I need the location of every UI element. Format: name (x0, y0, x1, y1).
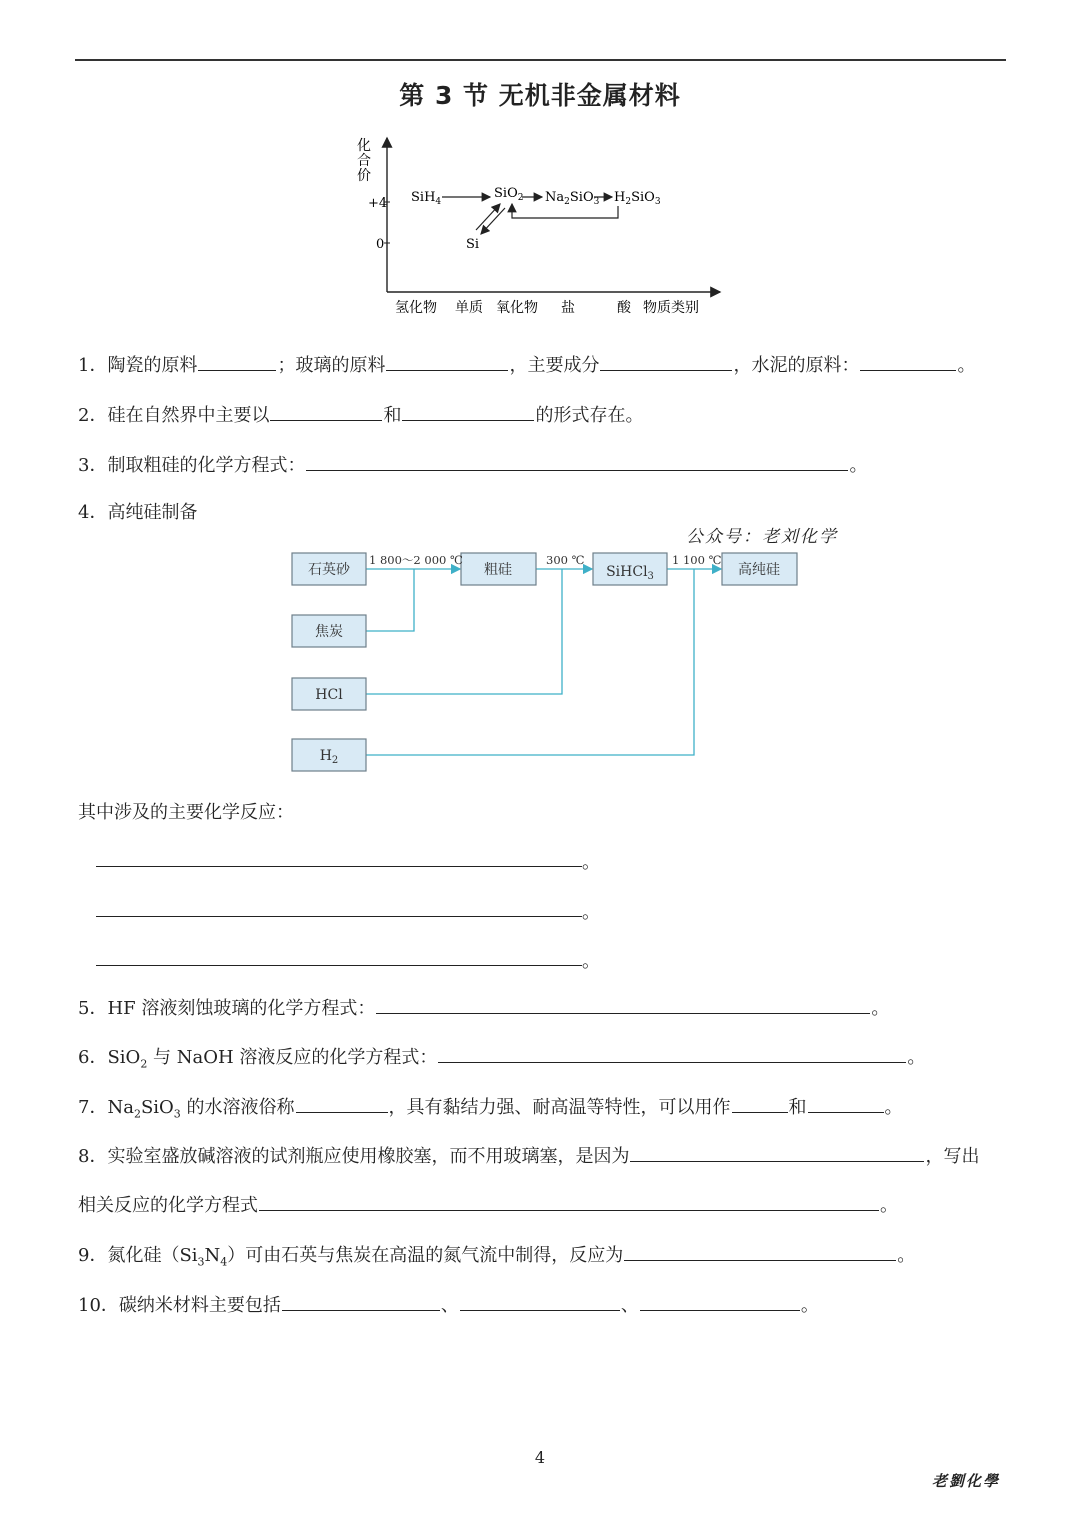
q1-end: 。 (957, 355, 976, 376)
question-4 (78, 500, 197, 526)
q3-text-1: 制取粗硅的化学方程式： (107, 455, 306, 476)
q5-blank[interactable] (376, 995, 870, 1014)
question-6 (78, 1044, 925, 1078)
q7-blank-use-1[interactable] (732, 1094, 788, 1113)
q1-number: 1． (78, 355, 108, 376)
q7-text-3: 的水溶液俗称 (180, 1097, 295, 1118)
q5-end: 。 (871, 998, 890, 1019)
y-label-3: 价 (357, 168, 371, 184)
q4-number: 4． (78, 502, 108, 523)
question-2 (78, 402, 643, 429)
q9-subscript-2: 4 (220, 1255, 228, 1269)
node-h2sio3: $H_2SiO_3$ (614, 190, 661, 207)
q1-blank-composition[interactable] (600, 352, 732, 371)
reactions-label: 其中涉及的主要化学反应： (78, 802, 294, 823)
reaction-period-3: 。 (582, 951, 600, 972)
q7-text-2: SiO (140, 1097, 174, 1118)
label-h2: $H_2$ (319, 748, 339, 766)
q10-separator-1: 、 (440, 1295, 459, 1316)
q10-number: 10． (78, 1295, 119, 1316)
label-crude-silicon: 粗硅 (484, 562, 512, 578)
tick-plus4: +4 (368, 196, 388, 211)
q2-text-3: 的形式存在。 (535, 405, 644, 426)
x-cat-hydride: 氢化物 (395, 300, 437, 316)
question-10 (78, 1292, 819, 1319)
q2-blank-1[interactable] (270, 402, 382, 421)
q1-blank-glass[interactable] (386, 352, 508, 371)
reaction-blank-2[interactable] (96, 916, 582, 917)
q10-blank-3[interactable] (640, 1292, 800, 1311)
q6-number: 6． (78, 1047, 108, 1068)
label-quartz-sand: 石英砂 (308, 562, 350, 578)
label-pure-silicon: 高纯硅 (738, 562, 780, 578)
x-cat-element: 单质 (455, 300, 483, 316)
x-cat-salt: 盐 (561, 300, 575, 316)
question-7 (78, 1094, 903, 1128)
q2-text-1: 硅在自然界中主要以 (107, 405, 270, 426)
q8-blank-equation[interactable] (259, 1192, 879, 1211)
q7-subscript-2: 3 (173, 1107, 181, 1121)
footer-brand: 老劉化學 (931, 1472, 1000, 1490)
q9-end: 。 (897, 1245, 916, 1266)
node-sih4: SiH$_4$ (411, 190, 442, 207)
reaction-blank-1[interactable] (96, 866, 582, 867)
q10-end: 。 (800, 1295, 819, 1316)
q10-blank-1[interactable] (282, 1292, 440, 1311)
q9-blank[interactable] (624, 1242, 896, 1261)
label-coke: 焦炭 (315, 624, 343, 640)
condition-2: 300 ℃ (546, 553, 585, 567)
q1-blank-cement[interactable] (860, 352, 956, 371)
q2-number: 2． (78, 405, 108, 426)
q10-separator-2: 、 (620, 1295, 639, 1316)
question-8 (78, 1143, 979, 1170)
question-9 (78, 1242, 915, 1276)
question-5 (78, 995, 889, 1022)
q7-text-5: 和 (788, 1097, 807, 1118)
q1-text-2: ；玻璃的原料 (277, 355, 386, 376)
valence-diagram (340, 128, 740, 328)
flow-line-coke (366, 569, 414, 631)
x-cat-acid: 酸 (617, 300, 631, 316)
condition-1: 1 800～2 000 ℃ (369, 553, 463, 567)
q6-end: 。 (907, 1047, 926, 1068)
q9-number: 9． (78, 1245, 108, 1266)
reaction-period-2: 。 (582, 902, 600, 923)
x-axis-label: 物质类别 (643, 300, 699, 316)
q7-blank-use-2[interactable] (808, 1094, 884, 1113)
question-1 (78, 352, 975, 379)
y-label-2: 合 (357, 153, 371, 169)
x-cat-oxide: 氧化物 (496, 300, 538, 316)
q7-text-4: ，具有黏结力强、耐高温等特性，可以用作 (388, 1097, 731, 1118)
q2-text-2: 和 (383, 405, 402, 426)
q10-blank-2[interactable] (460, 1292, 620, 1311)
page-number: 4 (534, 1448, 546, 1467)
q1-text-4: ，水泥的原料： (733, 355, 860, 376)
q8-text-3: 相关反应的化学方程式 (78, 1195, 258, 1216)
q1-text-3: ，主要成分 (509, 355, 600, 376)
reaction-blank-3[interactable] (96, 965, 582, 966)
node-sio2: SiO$_2$ (494, 186, 524, 203)
q4-text-1: 高纯硅制备 (107, 502, 198, 523)
q10-text-1: 碳纳米材料主要包括 (118, 1295, 281, 1316)
q1-text-1: 陶瓷的原料 (107, 355, 198, 376)
q7-text-1: Na (107, 1097, 134, 1118)
q5-text-1: HF 溶液刻蚀玻璃的化学方程式： (107, 998, 376, 1019)
reaction-period-1: 。 (582, 852, 600, 873)
q2-blank-2[interactable] (402, 402, 534, 421)
q9-text-2: N (204, 1245, 221, 1266)
question-8-continued (78, 1192, 898, 1219)
q8-text-1: 实验室盛放碱溶液的试剂瓶应使用橡胶塞，而不用玻璃塞，是因为 (107, 1146, 630, 1167)
q6-subscript: 2 (140, 1057, 148, 1071)
condition-3: 1 100 ℃ (672, 553, 722, 567)
q3-end: 。 (849, 455, 868, 476)
label-sihcl3: SiHCl$_3$ (606, 564, 654, 582)
q7-end: 。 (884, 1097, 903, 1118)
purification-flow-diagram (288, 545, 808, 780)
q9-text-3: ）可由石英与焦炭在高温的氮气流中制得，反应为 (227, 1245, 624, 1266)
label-hcl: HCl (315, 687, 343, 703)
watermark-text: 公众号：老刘化学 (686, 527, 838, 547)
q8-number: 8． (78, 1146, 108, 1167)
q7-number: 7． (78, 1097, 108, 1118)
q6-blank[interactable] (438, 1044, 906, 1063)
q1-blank-ceramic[interactable] (198, 352, 276, 371)
q7-subscript-1: 2 (133, 1107, 141, 1121)
q3-number: 3． (78, 455, 108, 476)
q3-blank[interactable] (306, 452, 848, 471)
q8-text-2: ，写出 (925, 1146, 980, 1167)
node-na2sio3: $Na_2SiO_3$ (545, 190, 600, 207)
y-label-1: 化 (357, 138, 371, 154)
q5-number: 5． (78, 998, 108, 1019)
q7-blank-name[interactable] (296, 1094, 388, 1113)
question-3 (78, 452, 867, 479)
q6-text-1: SiO (107, 1047, 141, 1068)
q6-text-2: 与 NaOH 溶液反应的化学方程式： (147, 1047, 438, 1068)
node-si: Si (466, 237, 480, 252)
q8-end: 。 (880, 1195, 898, 1216)
q9-text-1: 氮化硅（Si (107, 1245, 198, 1266)
tick-zero: 0 (376, 237, 385, 252)
page-title: 第 3 节 无机非金属材料 (399, 81, 681, 110)
q8-blank-reason[interactable] (630, 1143, 924, 1162)
flow-line-h2 (366, 569, 694, 755)
q9-subscript-1: 3 (197, 1255, 205, 1269)
header-rule (75, 59, 1006, 61)
